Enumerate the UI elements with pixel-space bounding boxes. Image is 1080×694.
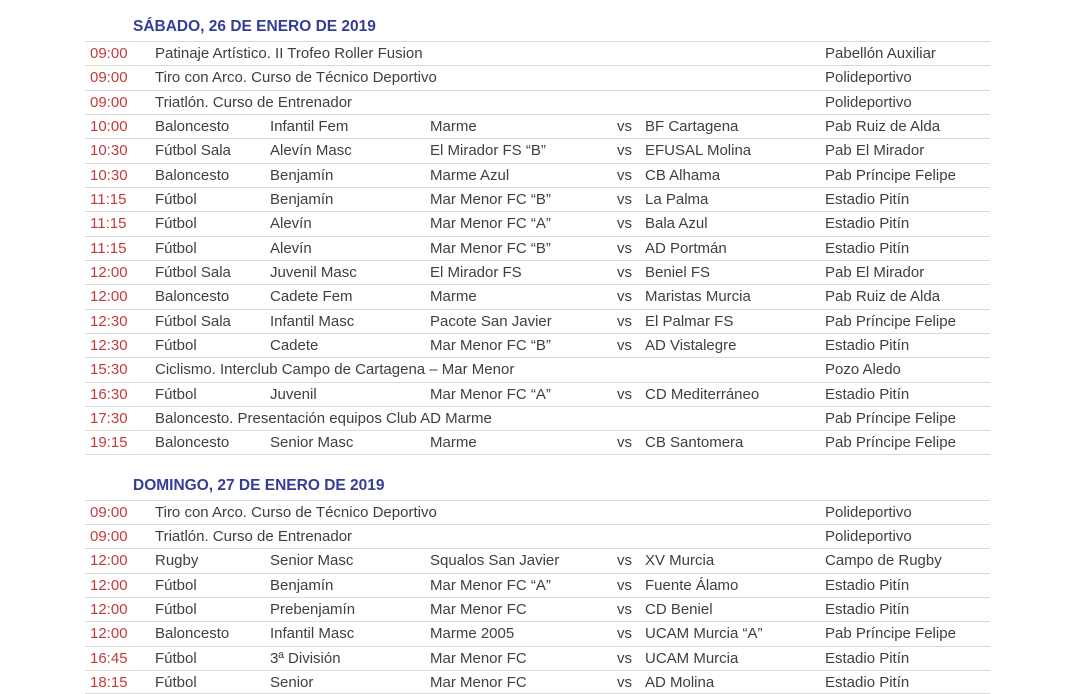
venue-cell: Pab Príncipe Felipe (825, 410, 956, 428)
home-team-cell: Mar Menor FC “A” (430, 385, 551, 403)
time-cell: 12:00 (90, 625, 128, 643)
vs-label: vs (617, 625, 632, 643)
venue-cell: Estadio Pitín (825, 601, 910, 619)
schedule-row (85, 114, 990, 138)
schedule-row (85, 187, 990, 211)
schedule-row (85, 309, 990, 333)
venue-cell: Estadio Pitín (825, 239, 910, 257)
category-cell: Alevín (270, 239, 312, 257)
home-team-cell: Squalos San Javier (430, 552, 560, 570)
category-cell: Infantil Masc (270, 312, 355, 330)
venue-cell: Estadio Pitín (825, 649, 910, 667)
vs-label: vs (617, 576, 632, 594)
category-cell: 3ª División (270, 649, 341, 667)
away-team-cell: Beniel FS (645, 264, 711, 282)
event-description-cell: Patinaje Artístico. II Trofeo Roller Fusion (155, 45, 423, 63)
venue-cell: Campo de Rugby (825, 552, 942, 570)
time-cell: 09:00 (90, 69, 128, 87)
category-cell: Benjamín (270, 576, 334, 594)
schedule-row (85, 138, 990, 162)
away-team-cell: AD Portmán (645, 239, 727, 257)
away-team-cell: Maristas Murcia (645, 288, 751, 306)
time-cell: 18:15 (90, 673, 128, 691)
day-section (85, 12, 990, 455)
time-cell: 12:30 (90, 337, 128, 355)
sport-cell: Fútbol (155, 649, 197, 667)
vs-label: vs (617, 118, 632, 136)
event-description-cell: Tiro con Arco. Curso de Técnico Deportivo (155, 69, 437, 87)
home-team-cell: El Mirador FS (430, 264, 522, 282)
schedule-row (85, 646, 990, 670)
home-team-cell: Mar Menor FC “A” (430, 576, 551, 594)
time-cell: 09:00 (90, 503, 128, 521)
day-section (85, 471, 990, 694)
time-cell: 12:00 (90, 288, 128, 306)
time-cell: 16:45 (90, 649, 128, 667)
schedule-row (85, 548, 990, 572)
schedule-row (85, 90, 990, 114)
sport-cell: Fútbol Sala (155, 264, 231, 282)
home-team-cell: Mar Menor FC (430, 601, 527, 619)
venue-cell: Polideportivo (825, 528, 912, 546)
vs-label: vs (617, 673, 632, 691)
category-cell: Cadete Fem (270, 288, 353, 306)
time-cell: 12:30 (90, 312, 128, 330)
away-team-cell: El Palmar FS (645, 312, 734, 330)
venue-cell: Pabellón Auxiliar (825, 45, 936, 63)
home-team-cell: Marme 2005 (430, 625, 515, 643)
venue-cell: Polideportivo (825, 93, 912, 111)
sport-cell: Baloncesto (155, 118, 230, 136)
away-team-cell: BF Cartagena (645, 118, 739, 136)
time-cell: 12:00 (90, 552, 128, 570)
schedule-row (85, 236, 990, 260)
venue-cell: Pab Ruiz de Alda (825, 118, 941, 136)
venue-cell: Estadio Pitín (825, 215, 910, 233)
schedule-row (85, 382, 990, 406)
vs-label: vs (617, 239, 632, 257)
time-cell: 10:30 (90, 142, 128, 160)
category-cell: Alevín (270, 215, 312, 233)
home-team-cell: Marme (430, 118, 477, 136)
category-cell: Senior (270, 673, 314, 691)
vs-label: vs (617, 337, 632, 355)
vs-label: vs (617, 166, 632, 184)
schedule-row (85, 430, 990, 454)
sport-cell: Baloncesto (155, 166, 230, 184)
vs-label: vs (617, 288, 632, 306)
vs-label: vs (617, 191, 632, 209)
sport-cell: Rugby (155, 552, 199, 570)
away-team-cell: CD Mediterráneo (645, 385, 760, 403)
schedule-row (85, 260, 990, 284)
sport-cell: Fútbol Sala (155, 142, 231, 160)
sport-cell: Fútbol (155, 576, 197, 594)
schedule-row (85, 573, 990, 597)
home-team-cell: Mar Menor FC (430, 649, 527, 667)
category-cell: Juvenil (270, 385, 317, 403)
time-cell: 09:00 (90, 45, 128, 63)
schedule-row (85, 524, 990, 548)
schedule-row (85, 284, 990, 308)
sport-cell: Fútbol (155, 337, 197, 355)
away-team-cell: CD Beniel (645, 601, 713, 619)
category-cell: Senior Masc (270, 552, 354, 570)
time-cell: 19:15 (90, 433, 128, 451)
home-team-cell: El Mirador FS “B” (430, 142, 546, 160)
event-description-cell: Tiro con Arco. Curso de Técnico Deportivo (155, 503, 437, 521)
schedule-row (85, 65, 990, 89)
category-cell: Infantil Masc (270, 625, 355, 643)
event-description-cell: Baloncesto. Presentación equipos Club AD Marme (155, 410, 492, 428)
home-team-cell: Marme Azul (430, 166, 510, 184)
venue-cell: Pab Ruiz de Alda (825, 288, 941, 306)
vs-label: vs (617, 649, 632, 667)
section-title: DOMINGO, 27 DE ENERO DE 2019 (133, 476, 385, 494)
away-team-cell: UCAM Murcia (645, 649, 739, 667)
venue-cell: Pab Príncipe Felipe (825, 625, 956, 643)
venue-cell: Estadio Pitín (825, 576, 910, 594)
time-cell: 12:00 (90, 264, 128, 282)
sport-cell: Baloncesto (155, 288, 230, 306)
schedule-row (85, 406, 990, 430)
home-team-cell: Marme (430, 288, 477, 306)
venue-cell: Pab El Mirador (825, 142, 925, 160)
away-team-cell: XV Murcia (645, 552, 715, 570)
sport-cell: Fútbol (155, 601, 197, 619)
away-team-cell: CB Santomera (645, 433, 744, 451)
sport-cell: Fútbol (155, 385, 197, 403)
time-cell: 12:00 (90, 576, 128, 594)
home-team-cell: Mar Menor FC “A” (430, 215, 551, 233)
vs-label: vs (617, 215, 632, 233)
schedule-row (85, 333, 990, 357)
category-cell: Benjamín (270, 191, 334, 209)
category-cell: Juvenil Masc (270, 264, 357, 282)
schedule-row (85, 500, 990, 524)
away-team-cell: CB Alhama (645, 166, 721, 184)
schedule-row (85, 211, 990, 235)
vs-label: vs (617, 142, 632, 160)
venue-cell: Polideportivo (825, 503, 912, 521)
schedule-row (85, 621, 990, 645)
section-title: SÁBADO, 26 DE ENERO DE 2019 (133, 18, 376, 35)
time-cell: 10:00 (90, 118, 128, 136)
home-team-cell: Mar Menor FC “B” (430, 239, 551, 257)
away-team-cell: EFUSAL Molina (645, 142, 752, 160)
time-cell: 15:30 (90, 361, 128, 379)
away-team-cell: AD Vistalegre (645, 337, 737, 355)
venue-cell: Pab Príncipe Felipe (825, 312, 956, 330)
venue-cell: Pab Príncipe Felipe (825, 166, 956, 184)
time-cell: 09:00 (90, 528, 128, 546)
away-team-cell: AD Molina (645, 673, 715, 691)
sport-cell: Fútbol (155, 673, 197, 691)
sport-cell: Baloncesto (155, 625, 230, 643)
sport-cell: Fútbol Sala (155, 312, 231, 330)
time-cell: 12:00 (90, 601, 128, 619)
venue-cell: Pozo Aledo (825, 361, 901, 379)
schedule-row (85, 357, 990, 381)
schedule-row (85, 597, 990, 621)
time-cell: 17:30 (90, 410, 128, 428)
away-team-cell: La Palma (645, 191, 709, 209)
time-cell: 11:15 (90, 215, 127, 233)
sport-cell: Baloncesto (155, 433, 230, 451)
venue-cell: Estadio Pitín (825, 385, 910, 403)
time-cell: 10:30 (90, 166, 128, 184)
home-team-cell: Marme (430, 433, 477, 451)
schedule-row (85, 163, 990, 187)
sport-cell: Fútbol (155, 191, 197, 209)
vs-label: vs (617, 312, 632, 330)
category-cell: Senior Masc (270, 433, 354, 451)
home-team-cell: Mar Menor FC “B” (430, 191, 551, 209)
category-cell: Cadete (270, 337, 319, 355)
category-cell: Prebenjamín (270, 601, 356, 619)
away-team-cell: UCAM Murcia “A” (645, 625, 763, 643)
category-cell: Benjamín (270, 166, 334, 184)
schedule-row (85, 670, 990, 694)
venue-cell: Estadio Pitín (825, 673, 910, 691)
home-team-cell: Pacote San Javier (430, 312, 552, 330)
sport-cell: Fútbol (155, 215, 197, 233)
vs-label: vs (617, 433, 632, 451)
venue-cell: Estadio Pitín (825, 337, 910, 355)
away-team-cell: Fuente Álamo (645, 576, 739, 594)
venue-cell: Pab Príncipe Felipe (825, 433, 956, 451)
home-team-cell: Mar Menor FC (430, 673, 527, 691)
venue-cell: Pab El Mirador (825, 264, 925, 282)
time-cell: 11:15 (90, 239, 127, 257)
home-team-cell: Mar Menor FC “B” (430, 337, 551, 355)
event-description-cell: Triatlón. Curso de Entrenador (155, 528, 353, 546)
venue-cell: Polideportivo (825, 69, 912, 87)
time-cell: 09:00 (90, 93, 128, 111)
event-description-cell: Ciclismo. Interclub Campo de Cartagena – Mar Menor (155, 361, 515, 379)
venue-cell: Estadio Pitín (825, 191, 910, 209)
vs-label: vs (617, 601, 632, 619)
category-cell: Infantil Fem (270, 118, 349, 136)
schedule-row (85, 41, 990, 65)
vs-label: vs (617, 552, 632, 570)
time-cell: 11:15 (90, 191, 127, 209)
time-cell: 16:30 (90, 385, 128, 403)
vs-label: vs (617, 264, 632, 282)
category-cell: Alevín Masc (270, 142, 352, 160)
sport-cell: Fútbol (155, 239, 197, 257)
vs-label: vs (617, 385, 632, 403)
away-team-cell: Bala Azul (645, 215, 708, 233)
event-description-cell: Triatlón. Curso de Entrenador (155, 93, 353, 111)
